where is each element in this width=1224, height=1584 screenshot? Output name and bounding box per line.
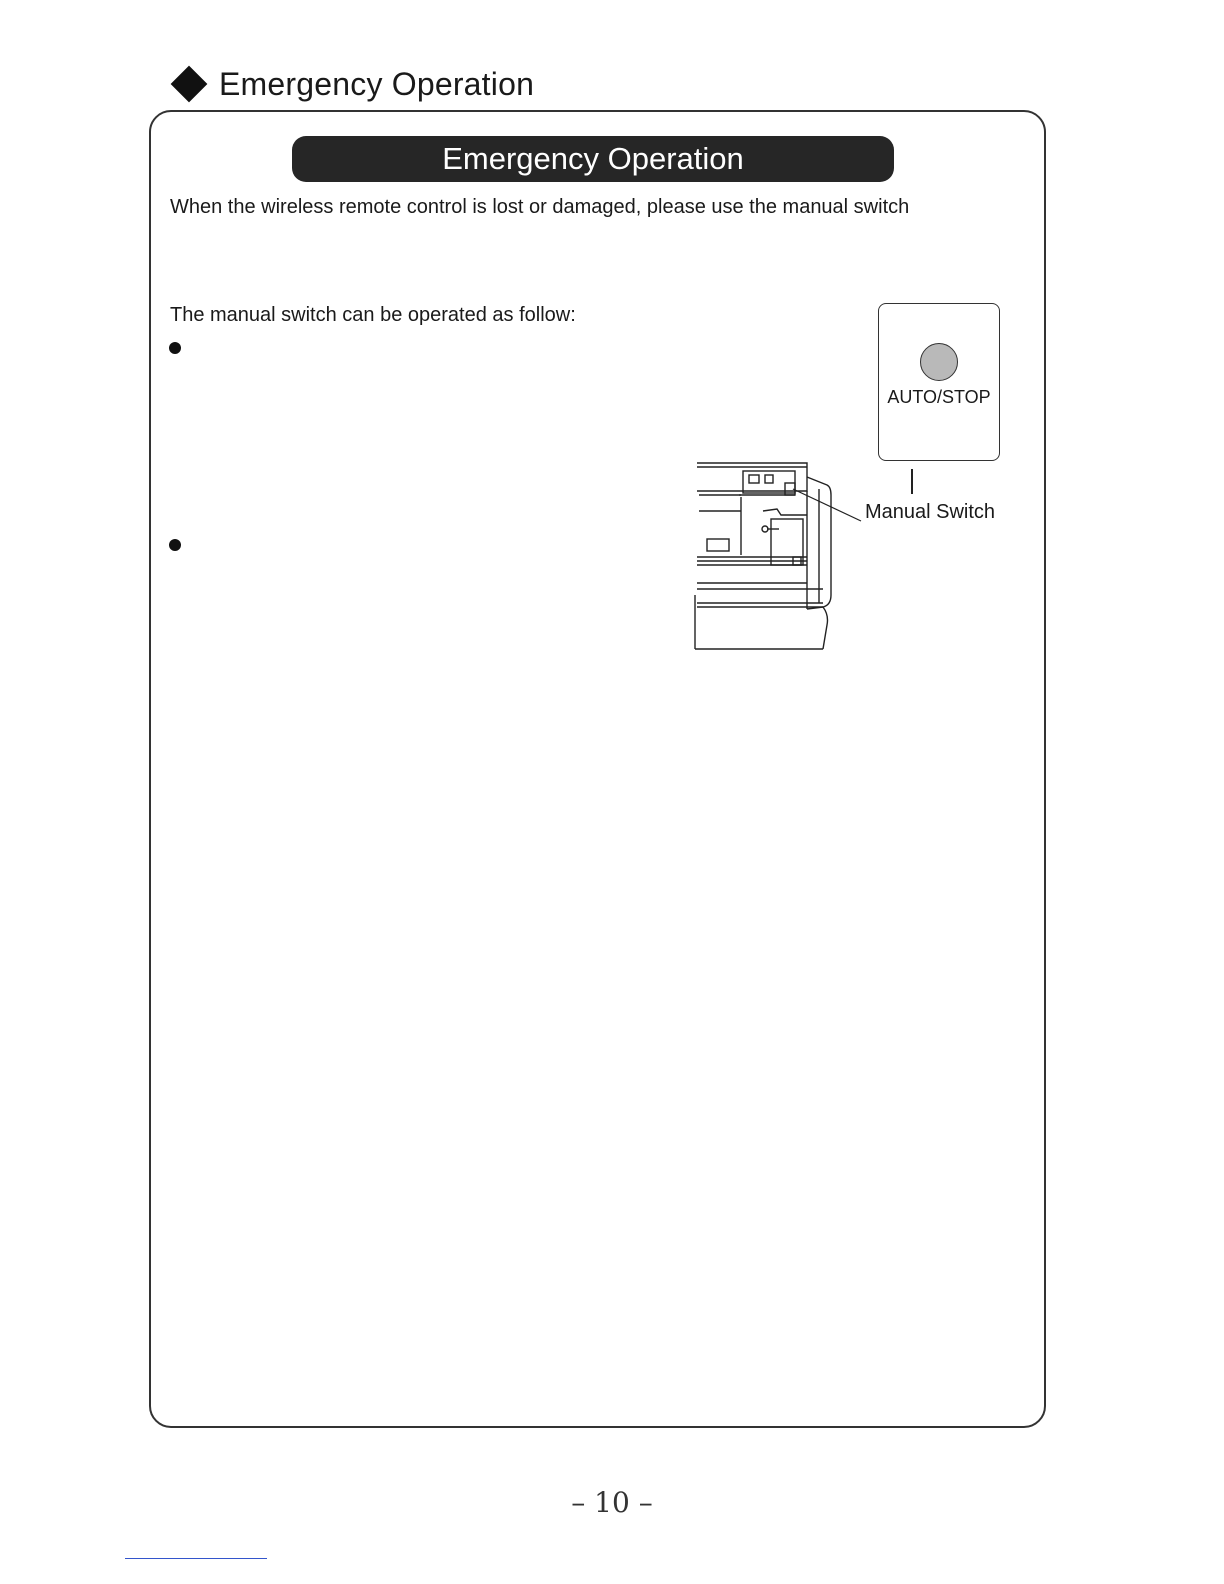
switch-panel-illustration (878, 303, 1000, 461)
section-heading (170, 62, 534, 106)
content-panel (149, 110, 1046, 1428)
intro-text: When the wireless remote control is lost or damaged, please use the manual switch (170, 196, 910, 218)
page-number: – 10 – (571, 1486, 653, 1519)
connector-line (911, 469, 913, 494)
indoor-unit-illustration (689, 455, 879, 650)
diamond-icon (171, 66, 208, 103)
auto-stop-button-icon (920, 343, 958, 381)
bullet-icon (169, 539, 181, 551)
panel-title: Emergency Operation (292, 136, 894, 182)
auto-stop-label: AUTO/STOP (887, 387, 991, 407)
manual-switch-label: Manual Switch (865, 501, 996, 523)
footnote-divider (125, 1558, 267, 1559)
steps-heading: The manual switch can be operated as follow: (170, 304, 576, 326)
bullet-icon (169, 342, 181, 354)
section-heading-text: Emergency Operation (219, 65, 535, 102)
